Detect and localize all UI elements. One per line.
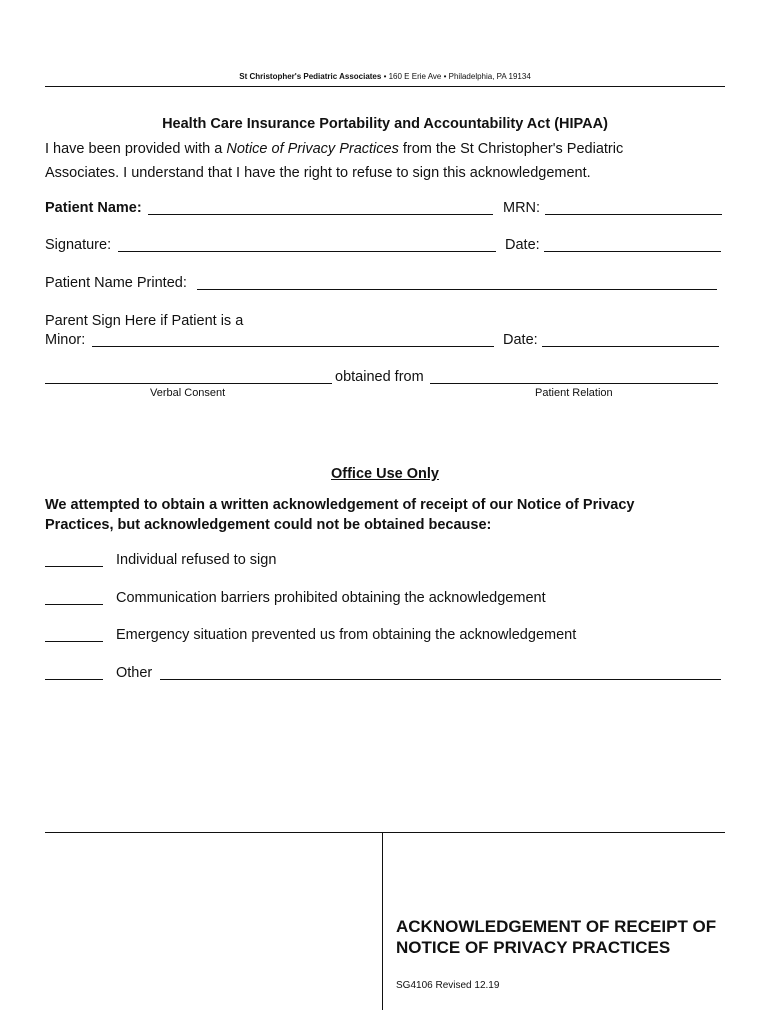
parent-date-field[interactable] xyxy=(542,332,719,347)
parent-sign-label-line1: Parent Sign Here if Patient is a xyxy=(45,313,244,329)
intro-text-1: I have been provided with a xyxy=(45,141,227,157)
parent-date-label: Date: xyxy=(503,332,538,348)
reason-label-3: Emergency situation prevented us from obtaining the acknowledgement xyxy=(116,627,577,643)
reason-label-1: Individual refused to sign xyxy=(116,552,277,568)
form-code: SG4106 Revised 12.19 xyxy=(396,980,500,991)
intro-paragraph xyxy=(45,137,685,185)
patient-name-printed-label: Patient Name Printed: xyxy=(45,275,187,291)
verbal-consent-caption: Verbal Consent xyxy=(150,387,226,399)
signature-date-field[interactable] xyxy=(544,237,721,252)
letterhead xyxy=(0,72,770,81)
office-use-heading: Office Use Only xyxy=(331,466,439,482)
document-title: Health Care Insurance Portability and Accountability Act (HIPAA) xyxy=(162,116,608,132)
intro-notice-italic: Notice of Privacy Practices xyxy=(226,141,399,157)
signature-label: Signature: xyxy=(45,237,112,253)
footer-divider xyxy=(382,832,383,1010)
other-reason-field[interactable] xyxy=(160,665,721,680)
verbal-consent-field[interactable] xyxy=(45,369,332,384)
office-attempt-statement: We attempted to obtain a written acknowledgement of receipt of our Notice of Privacy Practices, but acknowledgement could not be obtained because: xyxy=(45,497,635,533)
footer-rule xyxy=(45,832,725,833)
patient-name-printed-field[interactable] xyxy=(197,275,717,290)
header-rule xyxy=(45,86,725,87)
reason-checkline-2[interactable] xyxy=(45,590,103,605)
reason-label-4: Other xyxy=(116,665,153,681)
patient-name-label: Patient Name: xyxy=(45,200,142,216)
parent-sign-label-line2: Minor: xyxy=(45,332,86,348)
form-title: ACKNOWLEDGEMENT OF RECEIPT OF NOTICE OF PRIVACY PRACTICES xyxy=(396,917,717,957)
mrn-label: MRN: xyxy=(503,200,541,216)
org-name: St Christopher's Pediatric Associates xyxy=(239,72,382,81)
parent-sign-field[interactable] xyxy=(92,332,494,347)
signature-field[interactable] xyxy=(118,237,496,252)
intro-text-2: from the St Christopher's Pediatric Associates. I understand that I have the right to refuse to sign this acknowledgement. xyxy=(45,141,624,181)
signature-date-label: Date: xyxy=(505,237,540,253)
org-address: • 160 E Erie Ave • Philadelphia, PA 19134 xyxy=(383,72,531,81)
obtained-from-label: obtained from xyxy=(335,369,424,385)
reason-checkline-3[interactable] xyxy=(45,627,103,642)
reason-checkline-4[interactable] xyxy=(45,665,103,680)
mrn-field[interactable] xyxy=(545,200,722,215)
reason-checkline-1[interactable] xyxy=(45,552,103,567)
patient-name-field[interactable] xyxy=(148,200,493,215)
patient-relation-caption: Patient Relation xyxy=(535,387,613,399)
patient-relation-field[interactable] xyxy=(430,369,718,384)
reason-label-2: Communication barriers prohibited obtaining the acknowledgement xyxy=(116,590,546,606)
